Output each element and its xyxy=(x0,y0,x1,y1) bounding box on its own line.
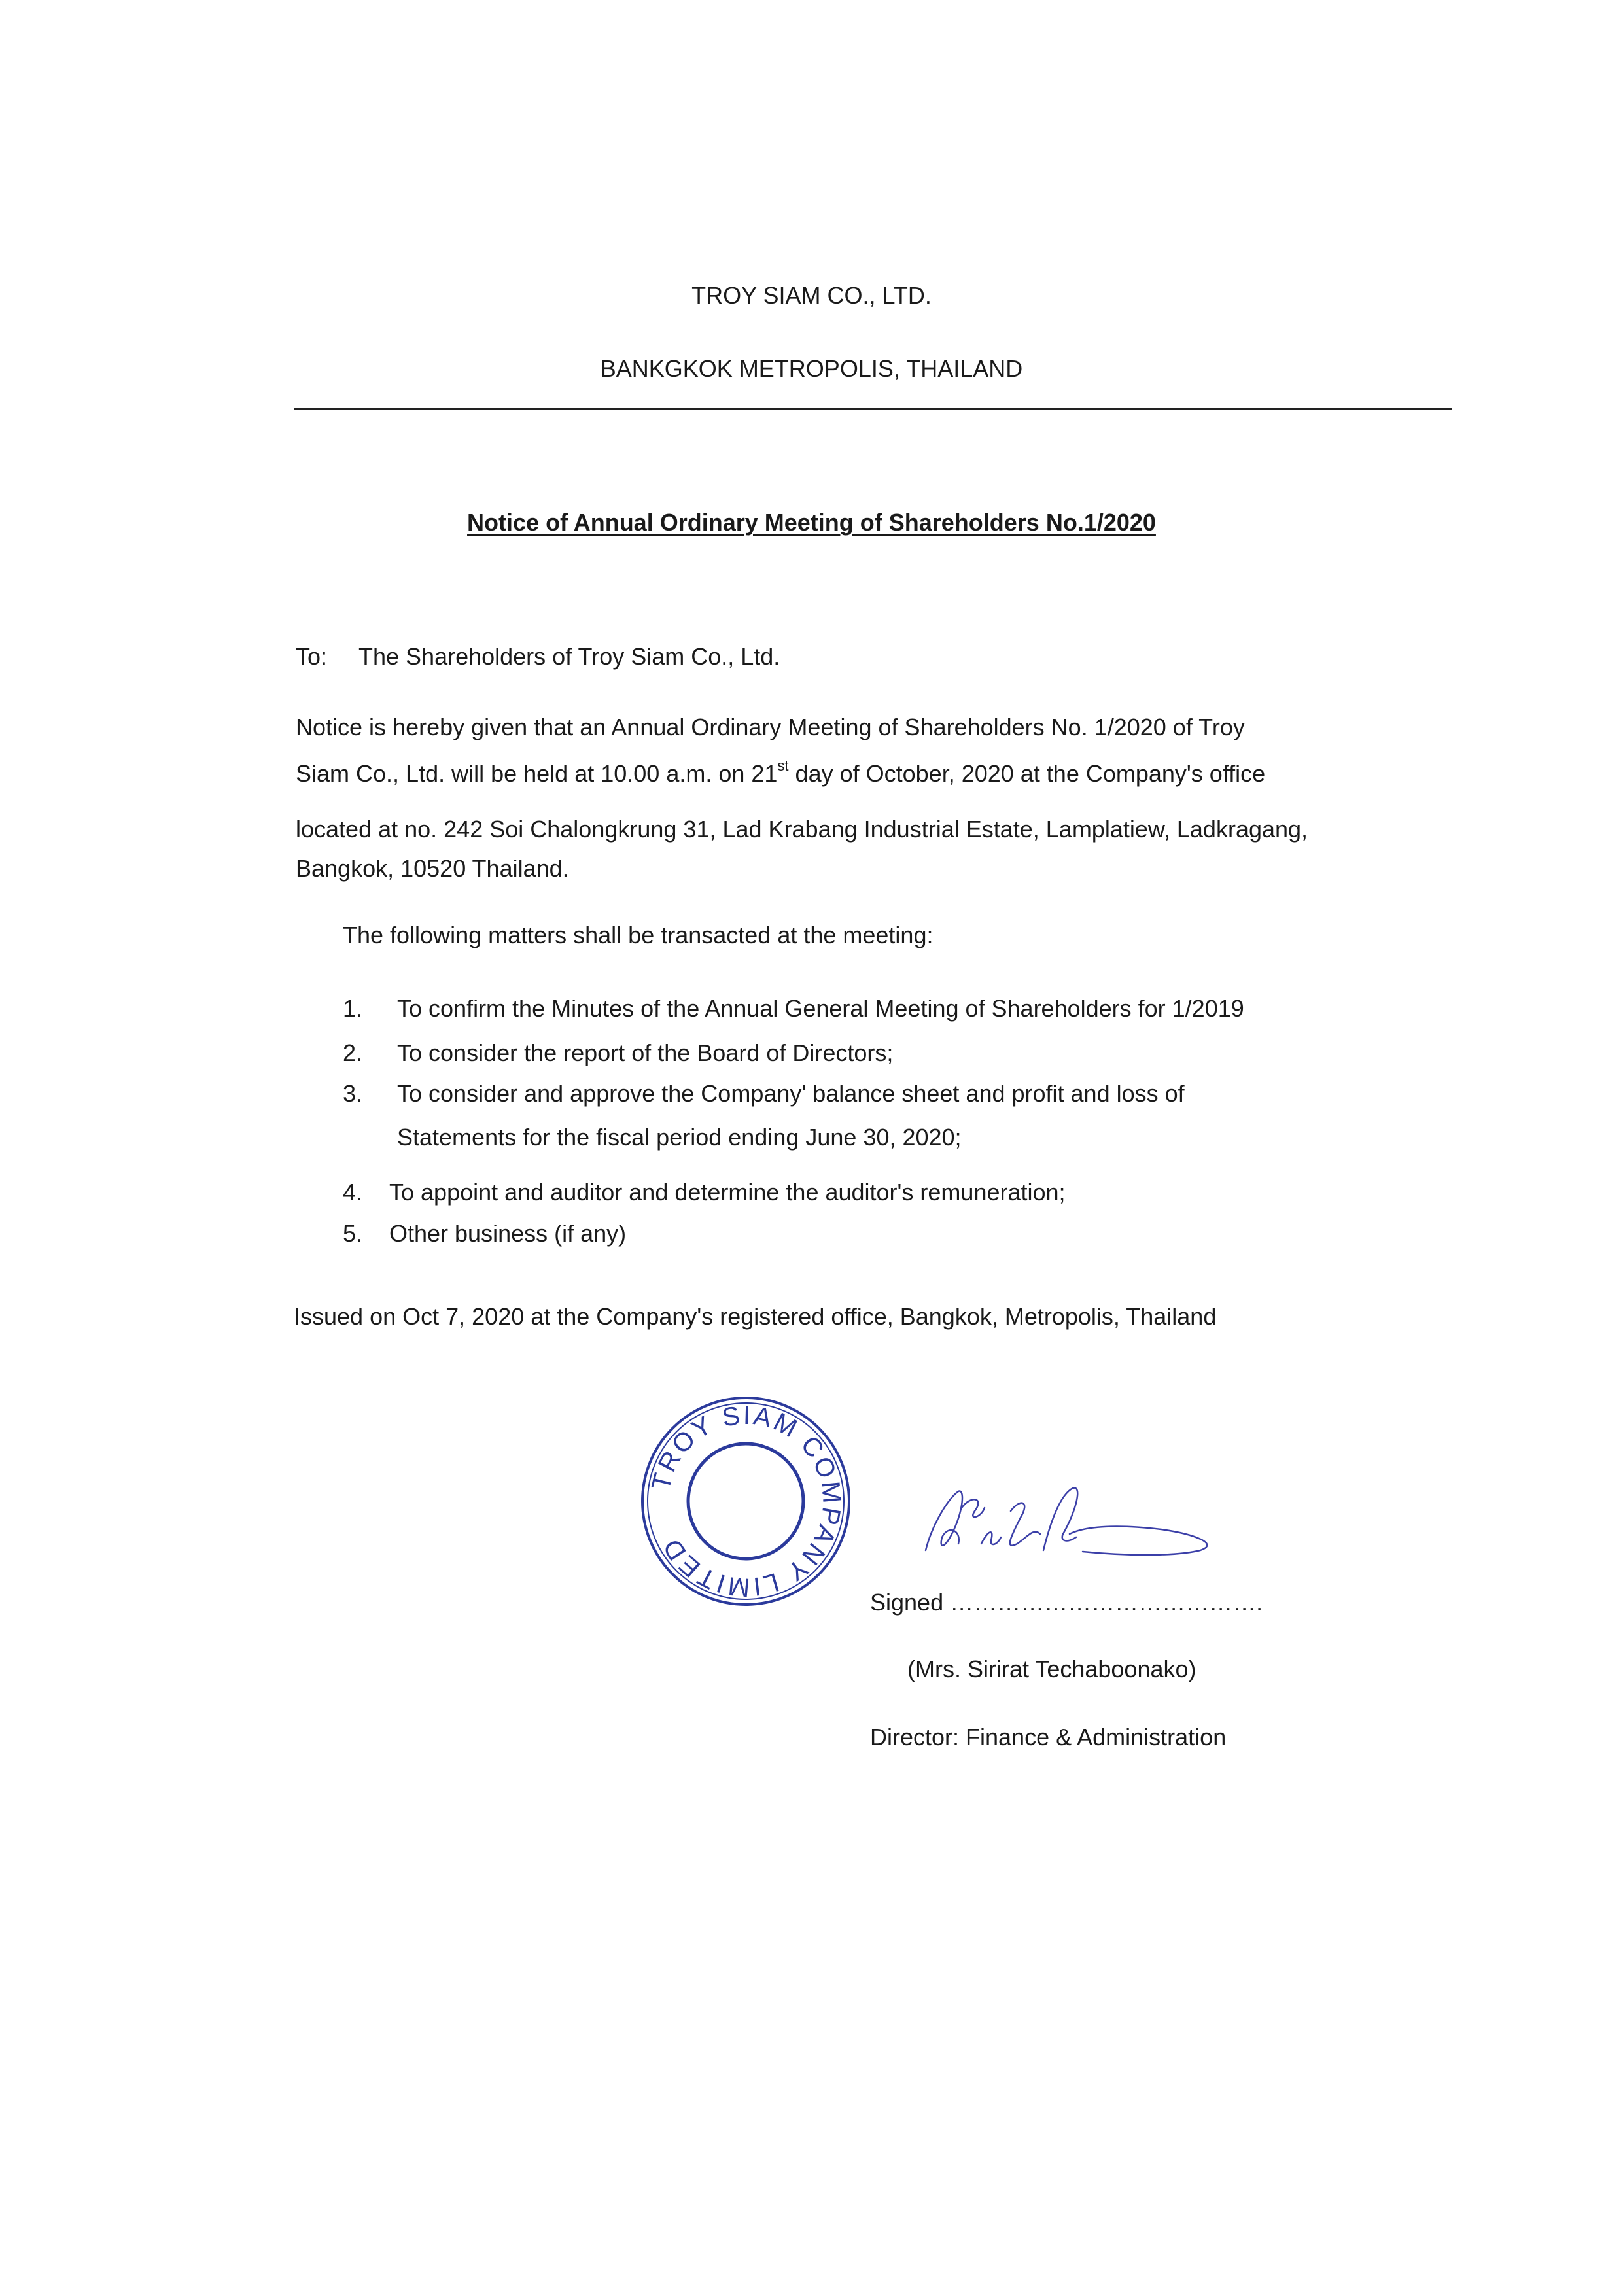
header-divider xyxy=(294,408,1452,410)
body-line-3: located at no. 242 Soi Chalongkrung 31, Lad Krabang Industrial Estate, Lamplatiew, Ladkragang, xyxy=(296,816,1308,843)
body-line-4: Bangkok, 10520 Thailand. xyxy=(296,855,569,882)
handwritten-signature xyxy=(913,1472,1240,1576)
agenda-item-number: 3. xyxy=(343,1080,363,1107)
signature-dotted-line: …………………………………. xyxy=(950,1589,1263,1616)
signed-line xyxy=(870,1588,1263,1617)
agenda-item-text: Other business (if any) xyxy=(389,1220,627,1247)
body-line-2 xyxy=(296,759,1265,788)
body-line-2-start: Siam Co., Ltd. will be held at 10.00 a.m. on 21 xyxy=(296,760,778,787)
agenda-item-text: To consider the report of the Board of Directors; xyxy=(397,1039,894,1066)
company-seal-stamp xyxy=(638,1393,854,1609)
body-line-1: Notice is hereby given that an Annual Ordinary Meeting of Shareholders No. 1/2020 of Troy xyxy=(296,714,1245,740)
agenda-item-number: 2. xyxy=(343,1039,363,1066)
agenda-item-text-continued: Statements for the fiscal period ending June 30, 2020; xyxy=(397,1124,962,1151)
agenda-item-number: 1. xyxy=(343,995,363,1022)
body-line-2-end: day of October, 2020 at the Company's office xyxy=(788,760,1266,787)
addressee-text: The Shareholders of Troy Siam Co., Ltd. xyxy=(358,643,780,670)
addressee-line xyxy=(296,642,780,671)
issued-statement: Issued on Oct 7, 2020 at the Company's registered office, Bangkok, Metropolis, Thailand xyxy=(294,1303,1217,1330)
company-name: TROY SIAM CO., LTD. xyxy=(691,282,932,309)
notice-title: Notice of Annual Ordinary Meeting of Shareholders No.1/2020 xyxy=(467,509,1156,536)
signed-label: Signed xyxy=(870,1589,944,1616)
agenda-item-text: To appoint and auditor and determine the auditor's remuneration; xyxy=(389,1179,1066,1206)
matters-intro: The following matters shall be transacted at the meeting: xyxy=(343,922,934,948)
company-location: BANKGKOK METROPOLIS, THAILAND xyxy=(600,355,1023,382)
signer-title: Director: Finance & Administration xyxy=(870,1724,1227,1750)
addressee-label: To: xyxy=(296,643,328,670)
svg-text:TROY SIAM COMPANY LIMITED: TROY SIAM COMPANY LIMITED xyxy=(646,1400,847,1603)
agenda-item-number: 4. xyxy=(343,1179,363,1206)
ordinal-suffix: st xyxy=(777,757,789,774)
agenda-item-number: 5. xyxy=(343,1220,363,1247)
signer-name: (Mrs. Sirirat Techaboonako) xyxy=(907,1656,1196,1682)
agenda-item-text: To confirm the Minutes of the Annual General Meeting of Shareholders for 1/2019 xyxy=(397,995,1244,1022)
agenda-item-text: To consider and approve the Company' balance sheet and profit and loss of xyxy=(397,1080,1185,1107)
